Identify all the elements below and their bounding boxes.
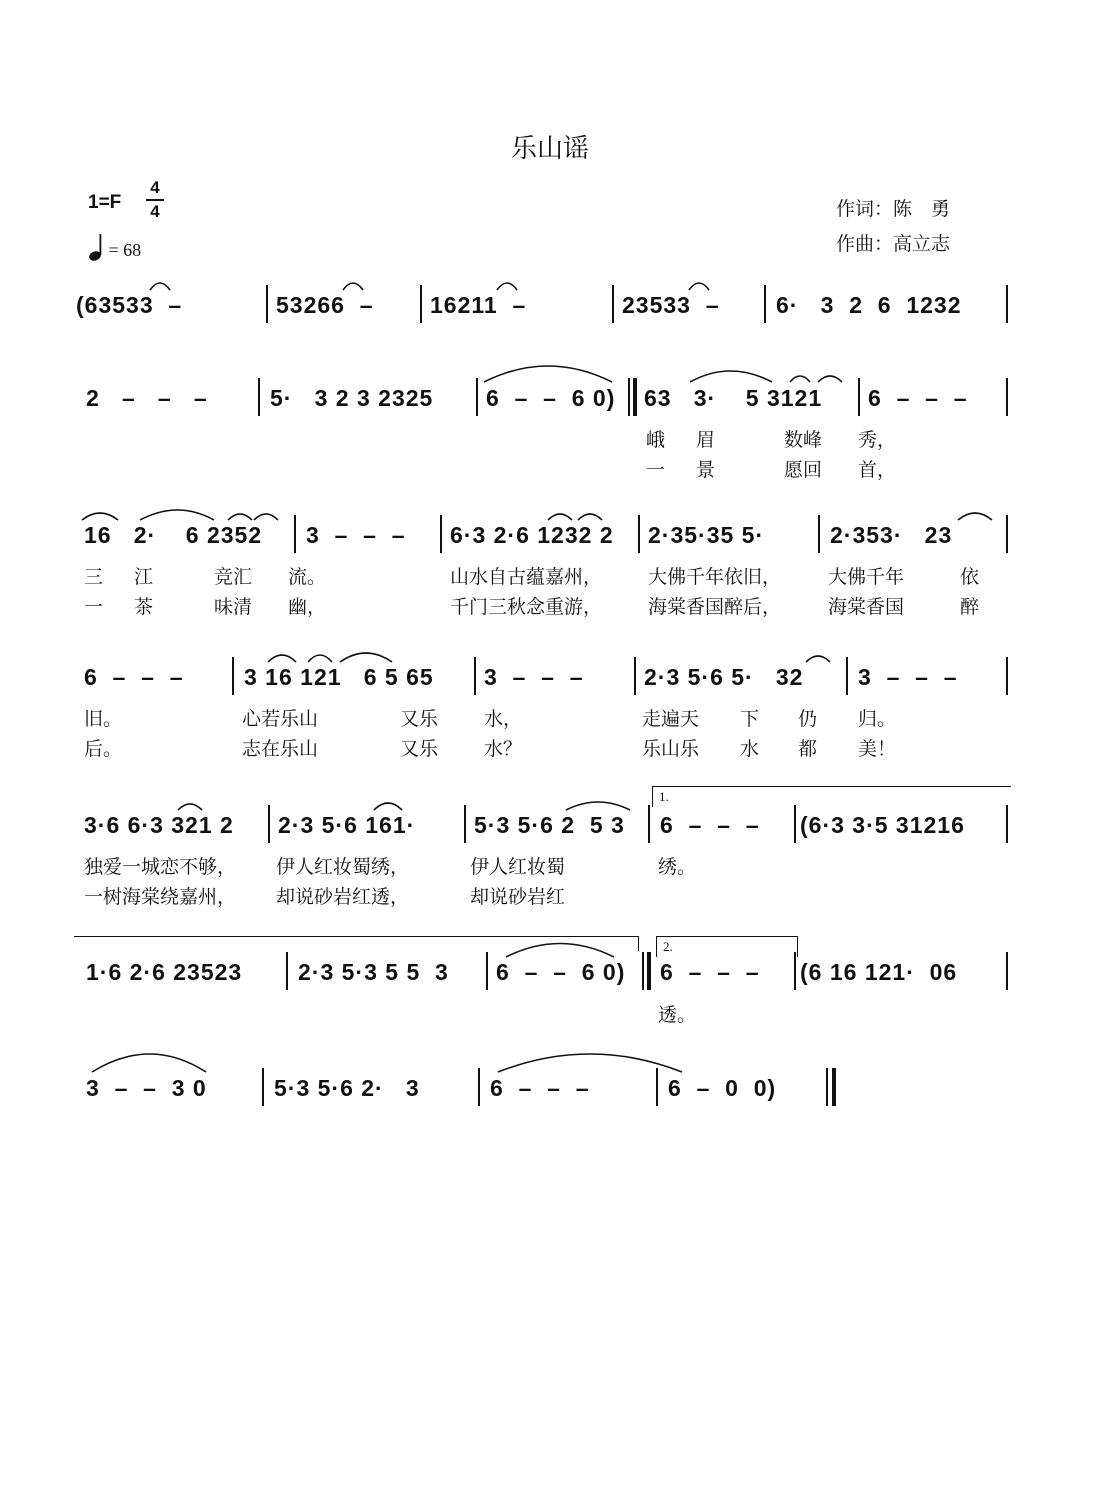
measure: 5·3 5·6 2 5 3 bbox=[474, 811, 625, 838]
lyric: 下 bbox=[740, 708, 760, 730]
slur-arc bbox=[506, 944, 614, 958]
lyric: 心若乐山 bbox=[242, 708, 319, 730]
lyric: 水？ bbox=[484, 738, 523, 760]
measure: 2·3 5·3 5 5 3 bbox=[298, 958, 449, 985]
lyric: 愿回 bbox=[784, 459, 823, 481]
measure: (6·3 3·5 31216 bbox=[800, 811, 965, 838]
lyric: 秀， bbox=[858, 429, 897, 451]
slur-arc bbox=[228, 514, 252, 520]
measure: 2·353· 23 bbox=[830, 521, 953, 548]
lyric: 大佛千年 bbox=[828, 566, 905, 588]
slur-arc bbox=[806, 656, 830, 662]
lyric: 独爱一城恋不够， bbox=[84, 856, 237, 878]
lyric: 山水自古蕴嘉州， bbox=[450, 566, 603, 588]
lyric: 大佛千年依旧， bbox=[648, 566, 782, 588]
slur-arc bbox=[498, 1054, 682, 1072]
measure: 3 – – – bbox=[858, 663, 958, 690]
lyric: 三 bbox=[84, 566, 104, 588]
lyric: 都 bbox=[798, 738, 818, 760]
measure: 2 – – – bbox=[86, 384, 208, 411]
slur-arc bbox=[497, 283, 517, 290]
lyric: 海棠香国 bbox=[828, 596, 905, 618]
lyric: 却说砂岩红 bbox=[470, 886, 566, 908]
lyric: 却说砂岩红透， bbox=[276, 886, 410, 908]
measure: 6 – 0 0) bbox=[668, 1074, 777, 1101]
measure: 53266 – bbox=[276, 291, 374, 318]
lyric: 江 bbox=[134, 566, 154, 588]
measure: 6 – – 6 0) bbox=[486, 384, 616, 411]
measure: 6 – – – bbox=[84, 663, 184, 690]
lyric: 又乐 bbox=[400, 708, 439, 730]
slur-arc bbox=[254, 514, 278, 520]
measure: 5· 3 2 3 2325 bbox=[270, 384, 434, 411]
measure: 6 – – – bbox=[868, 384, 968, 411]
lyricist-credit: 作词：陈 勇 bbox=[836, 198, 951, 220]
lyric: 海棠香国醉后， bbox=[648, 596, 782, 618]
lyric: 醉 bbox=[960, 596, 980, 618]
slur-arc bbox=[566, 802, 630, 810]
measure: 2·3 5·6 5· 32 bbox=[644, 663, 804, 690]
lyric: 伊人红妆蜀 bbox=[470, 856, 566, 878]
measure: (63533 – bbox=[76, 291, 183, 318]
measure: 6 – – 6 0) bbox=[496, 958, 626, 985]
slur-arc bbox=[140, 510, 214, 520]
lyric: 流。 bbox=[288, 566, 327, 588]
lyric: 幽， bbox=[288, 596, 327, 618]
lyric: 又乐 bbox=[400, 738, 439, 760]
lyric: 依 bbox=[960, 566, 980, 588]
measure: 3 – – 3 0 bbox=[86, 1074, 207, 1101]
lyric: 走遍天 bbox=[642, 708, 700, 730]
slur-arc bbox=[578, 514, 602, 520]
slur-arc bbox=[308, 655, 332, 662]
time-signature-top: 4 bbox=[150, 178, 160, 197]
lyric: 乐山乐 bbox=[642, 738, 700, 760]
lyric: 伊人红妆蜀绣， bbox=[276, 856, 410, 878]
slur-arc bbox=[150, 283, 170, 290]
slur-arc bbox=[548, 514, 572, 520]
lyric: 志在乐山 bbox=[242, 738, 319, 760]
lyric: 后。 bbox=[84, 738, 123, 760]
lyric: 水 bbox=[740, 738, 760, 760]
measure: 3 – – – bbox=[306, 521, 406, 548]
measure: (6 16 121· 06 bbox=[800, 958, 958, 985]
lyric: 一 bbox=[646, 459, 666, 481]
slur-arc bbox=[178, 804, 202, 810]
lyric: 眉 bbox=[696, 429, 716, 451]
first-ending-label: 1. bbox=[659, 789, 669, 804]
slur-arc bbox=[340, 653, 392, 662]
measure: 2·3 5·6 161· bbox=[278, 811, 416, 838]
measure: 6· 3 2 6 1232 bbox=[776, 291, 962, 318]
lyric: 旧。 bbox=[84, 708, 123, 730]
measure: 16 2· 6 2352 bbox=[84, 521, 263, 548]
lyric: 茶 bbox=[134, 596, 154, 618]
lyric: 数峰 bbox=[784, 429, 823, 451]
measure: 6·3 2·6 1232 2 bbox=[450, 521, 614, 548]
lyric: 首， bbox=[858, 459, 897, 481]
measure: 23533 – bbox=[622, 291, 720, 318]
slur-arc bbox=[689, 283, 709, 290]
lyric: 竞汇 bbox=[214, 566, 253, 588]
measure: 5·3 5·6 2· 3 bbox=[274, 1074, 420, 1101]
slur-arc bbox=[484, 366, 612, 382]
key-signature: 1=F bbox=[88, 192, 122, 213]
measure: 1·6 2·6 23523 bbox=[86, 958, 243, 985]
page-title: 乐山谣 bbox=[510, 134, 589, 164]
lyric: 水， bbox=[484, 708, 523, 730]
slur-arc bbox=[790, 376, 810, 382]
lyric: 景 bbox=[696, 459, 716, 481]
measure: 6 – – – bbox=[490, 1074, 590, 1101]
lyric: 透。 bbox=[658, 1004, 697, 1026]
slur-arc bbox=[268, 655, 296, 662]
lyric: 味清 bbox=[214, 596, 253, 618]
slur-arc bbox=[958, 513, 992, 520]
measure: 16211 – bbox=[430, 291, 527, 318]
lyric: 一树海棠绕嘉州， bbox=[84, 886, 237, 908]
lyric: 仍 bbox=[798, 708, 818, 730]
measure: 63 3· 5 3121 bbox=[644, 384, 823, 411]
measure: 2·35·35 5· bbox=[648, 521, 765, 548]
measure: 6 – – – bbox=[660, 811, 760, 838]
measure: 6 – – – bbox=[660, 958, 760, 985]
slur-arc bbox=[374, 803, 402, 810]
measure: 3·6 6·3 321 2 bbox=[84, 811, 234, 838]
composer-credit: 作曲：高立志 bbox=[836, 233, 951, 255]
lyric: 绣。 bbox=[658, 856, 697, 878]
second-ending-label: 2. bbox=[663, 939, 673, 954]
measure: 3 16 121 6 5 65 bbox=[244, 663, 434, 690]
slur-arc bbox=[82, 513, 118, 520]
tempo-value: = 68 bbox=[108, 240, 142, 260]
slur-arc bbox=[818, 376, 842, 382]
measure: 3 – – – bbox=[484, 663, 584, 690]
lyric: 归。 bbox=[858, 708, 897, 730]
slur-arc bbox=[92, 1054, 206, 1072]
lyric: 峨 bbox=[646, 429, 666, 451]
slur-arc bbox=[343, 283, 363, 290]
lyric: 一 bbox=[84, 596, 104, 618]
lyric: 千门三秋念重游， bbox=[450, 596, 603, 618]
time-signature-bottom: 4 bbox=[150, 202, 160, 221]
slur-arc bbox=[690, 371, 772, 382]
lyric: 美！ bbox=[858, 738, 897, 760]
